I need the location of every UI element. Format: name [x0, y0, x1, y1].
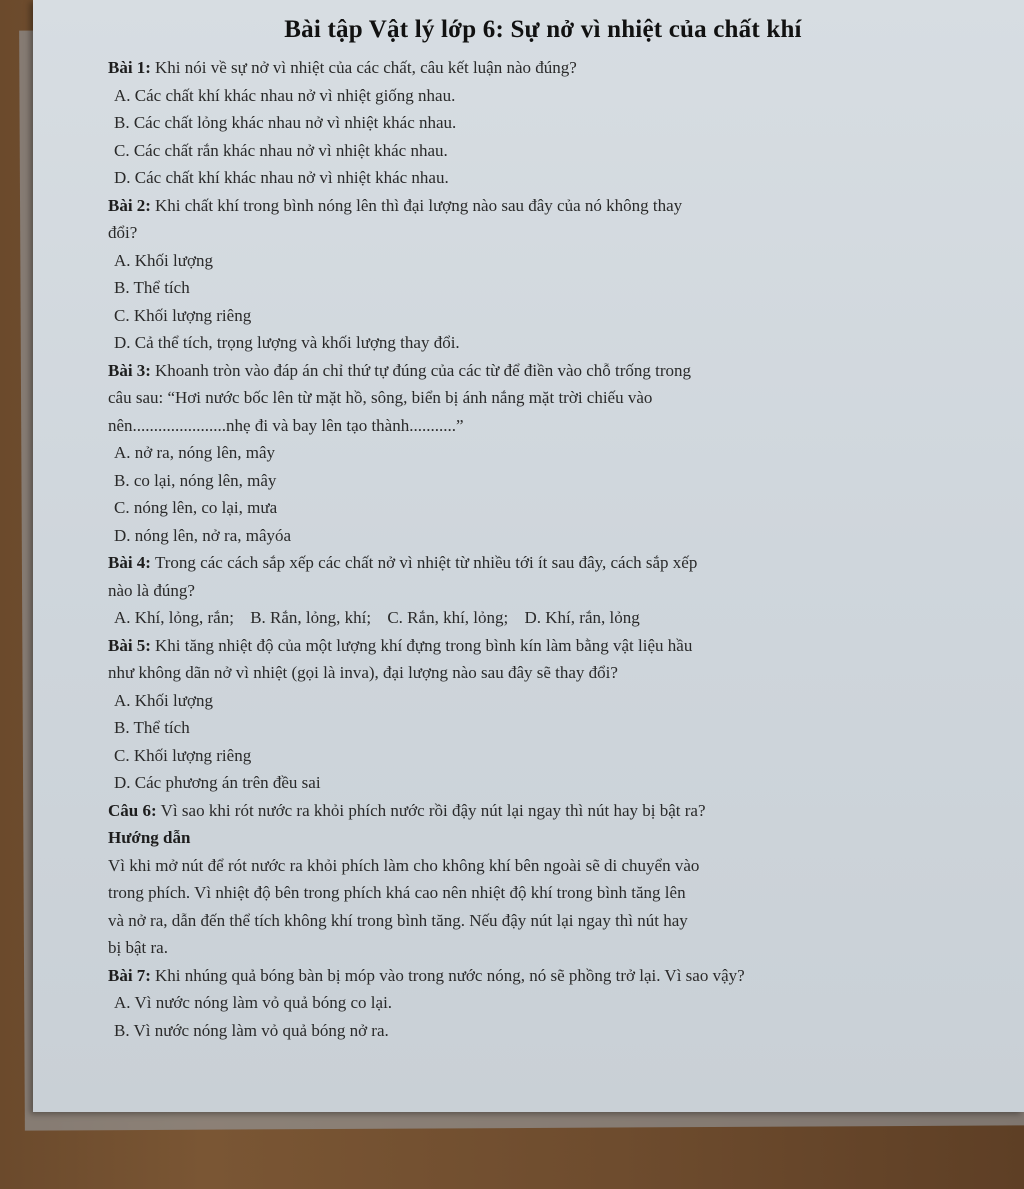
question-3 — [108, 357, 978, 385]
option: C. Khối lượng riêng — [114, 305, 252, 325]
question-label: Bài 5: — [108, 635, 151, 655]
option: B. Rắn, lỏng, khí; — [250, 608, 372, 627]
option: A. Các chất khí khác nhau nở vì nhiệt giống nhau. — [114, 85, 456, 105]
option: C. Rắn, khí, lỏng; — [387, 608, 509, 627]
option: D. Cả thể tích, trọng lượng và khối lượng thay đổi. — [114, 333, 460, 352]
option: C. Các chất rắn khác nhau nở vì nhiệt khác nhau. — [114, 140, 448, 160]
question-5 — [108, 632, 978, 660]
question-text: Trong các cách sắp xếp các chất nở vì nhiệt từ nhiều tới ít sau đây, cách sắp xếp — [154, 553, 698, 572]
question-text-cont: đổi? — [108, 223, 138, 242]
question-text-cont: nên......................nhẹ đi và bay lên tạo thành...........” — [108, 415, 464, 435]
question-text: Khi nói về sự nở vì nhiệt của các chất, câu kết luận nào đúng? — [154, 58, 577, 77]
question-label: Bài 3: — [108, 360, 151, 380]
page-title: Bài tập Vật lý lớp 6: Sự nở vì nhiệt của chất khí — [284, 16, 802, 43]
question-label: Câu 6: — [108, 800, 157, 820]
option: C. nóng lên, co lại, mưa — [114, 498, 278, 517]
option: A. Khối lượng — [114, 250, 213, 270]
option: B. Các chất lỏng khác nhau nở vì nhiệt khác nhau. — [114, 113, 457, 132]
guide-heading: Hướng dẫn — [108, 828, 191, 847]
option: D. Khí, rắn, lỏng — [524, 608, 640, 627]
option: B. Vì nước nóng làm vỏ quả bóng nở ra. — [114, 1020, 389, 1040]
option: B. co lại, nóng lên, mây — [114, 470, 277, 490]
option: A. Vì nước nóng làm vỏ quả bóng co lại. — [114, 993, 393, 1012]
option: A. Khối lượng — [114, 690, 213, 710]
question-text: Khi tăng nhiệt độ của một lượng khí đựng trong bình kín làm bằng vật liệu hầu — [154, 635, 693, 655]
question-text-cont: như không dãn nở vì nhiệt (gọi là inva), đại lượng nào sau đây sẽ thay đổi? — [108, 663, 618, 682]
option: A. Khí, lỏng, rắn; — [114, 608, 234, 627]
question-text-cont: nào là đúng? — [108, 580, 195, 600]
question-text: Khoanh tròn vào đáp án chỉ thứ tự đúng của các từ để điền vào chỗ trống trong — [154, 360, 692, 380]
option: D. nóng lên, nở ra, mâyóa — [114, 525, 292, 545]
option: B. Thể tích — [114, 718, 190, 737]
question-1 — [108, 54, 978, 82]
question-label: Bài 7: — [108, 965, 151, 985]
question-text-cont: câu sau: “Hơi nước bốc lên từ mặt hồ, sông, biển bị ánh nắng mặt trời chiếu vào — [108, 388, 653, 407]
question-6 — [108, 797, 978, 825]
option: D. Các chất khí khác nhau nở vì nhiệt khác nhau. — [114, 168, 449, 187]
answer-line: Vì khi mở nút để rót nước ra khỏi phích làm cho không khí bên ngoài sẽ di chuyển vào — [108, 855, 700, 875]
option: B. Thể tích — [114, 278, 190, 297]
answer-line: và nở ra, dẫn đến thể tích không khí trong bình tăng. Nếu đậy nút lại ngay thì nút hay — [108, 910, 688, 930]
question-7 — [108, 962, 978, 990]
question-label: Bài 1: — [108, 58, 151, 77]
option: C. Khối lượng riêng — [114, 745, 252, 765]
answer-line: trong phích. Vì nhiệt độ bên trong phích khá cao nên nhiệt độ khí trong bình tăng lên — [108, 883, 686, 902]
option: A. nở ra, nóng lên, mây — [114, 443, 276, 462]
question-4 — [108, 549, 978, 577]
question-label: Bài 4: — [108, 553, 151, 572]
worksheet-content — [108, 16, 978, 1044]
question-label: Bài 2: — [108, 195, 151, 215]
option-row — [108, 604, 978, 632]
question-text: Khi chất khí trong bình nóng lên thì đại lượng nào sau đây của nó không thay — [154, 195, 683, 215]
question-2 — [108, 192, 978, 220]
answer-line: bị bật ra. — [108, 938, 168, 957]
question-text: Khi nhúng quả bóng bàn bị móp vào trong nước nóng, nó sẽ phồng trở lại. Vì sao vậy? — [154, 965, 745, 985]
option: D. Các phương án trên đều sai — [114, 773, 321, 792]
question-text: Vì sao khi rót nước ra khỏi phích nước rồi đậy nút lại ngay thì nút hay bị bật ra? — [160, 800, 706, 820]
